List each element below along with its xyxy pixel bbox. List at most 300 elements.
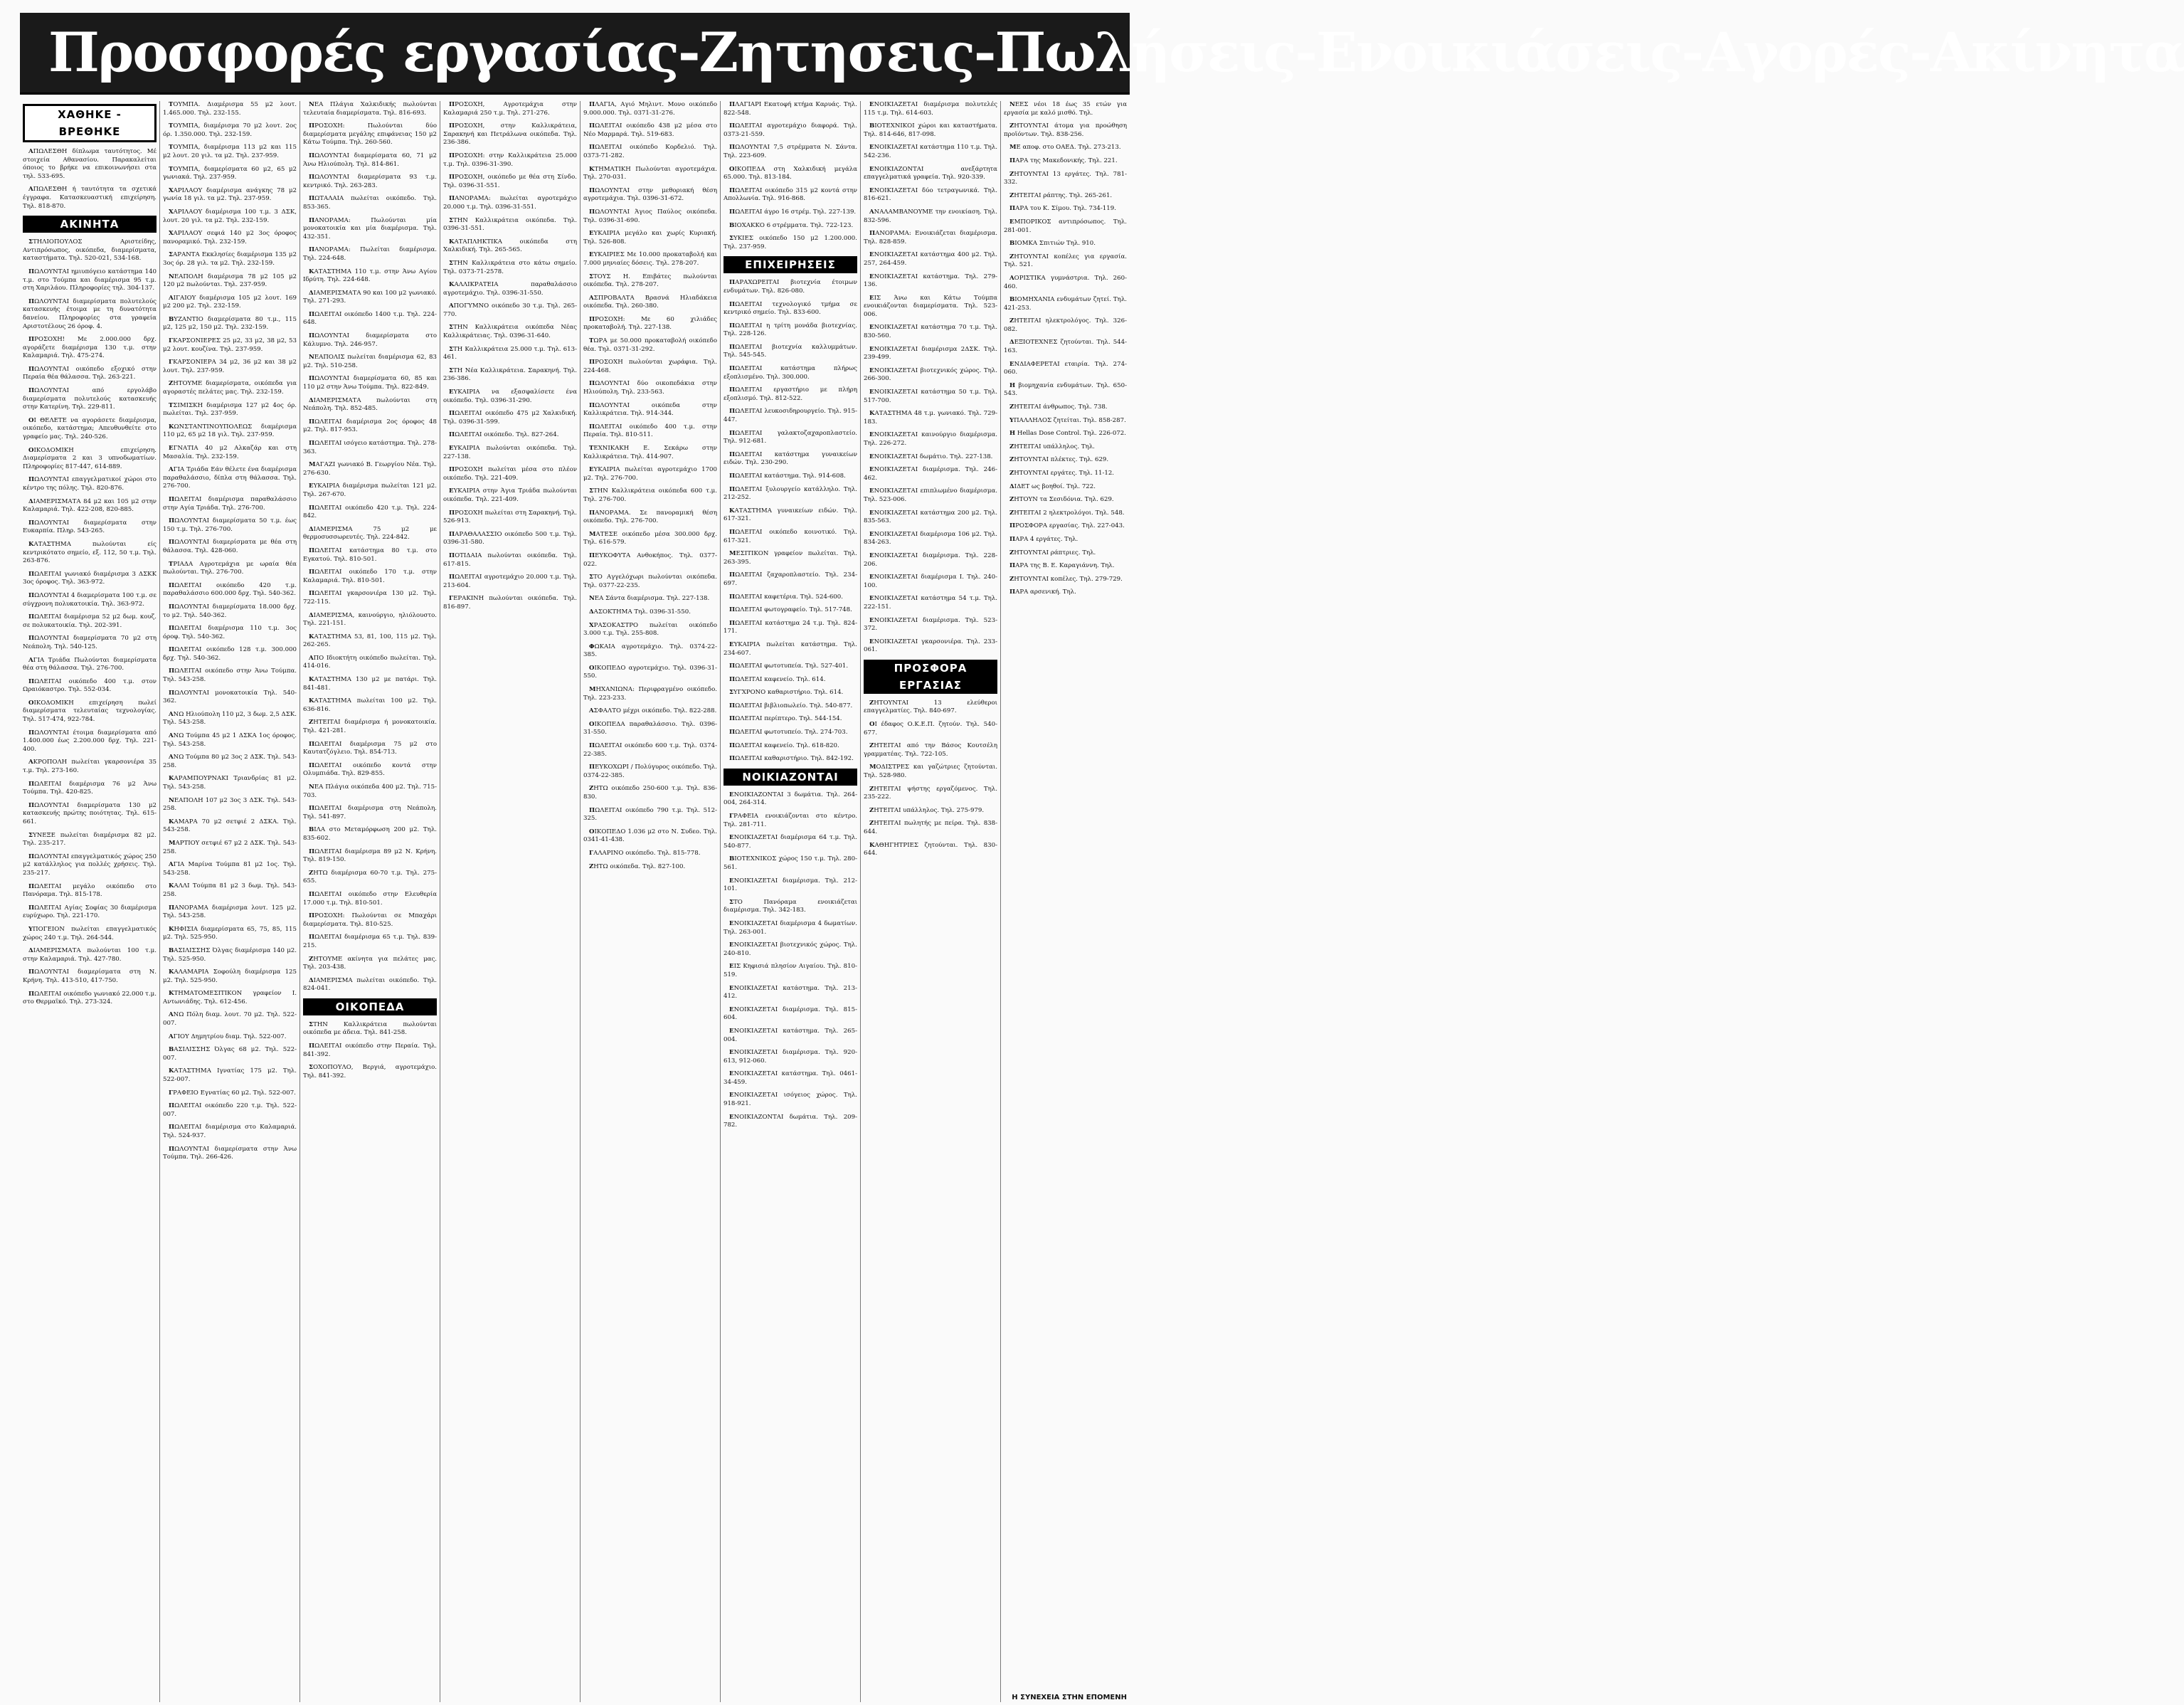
classified-ad: ΠΩΛΕΙΤΑΙ κατάστημα πλήρως εξοπλισμένο. Τηλ. 300.000. (723, 365, 857, 381)
classified-ad: ΠΡΟΣΟΧΗ: Πωλούνται σε Μπαχάρι διαμερίσματα. Τηλ. 810-525. (303, 912, 437, 928)
classified-ad: ΑΟΡΙΣΤΙΚΑ γυμνάστρια. Τηλ. 260-460. (1004, 274, 1127, 290)
classified-ad: ΠΩΛΟΥΝΤΑΙ διαμερίσματα στο Κάλυμνο. Τηλ. 246-957. (303, 332, 437, 348)
classified-ad: ΠΩΛΕΙΤΑΙ καφετέρια. Τηλ. 524-600. (729, 593, 843, 601)
classified-ad: ΖΗΤΟΥΜΕ ακίνητα για πελάτες μας. Τηλ. 203-438. (303, 955, 437, 971)
classified-ad: ΖΗΤΕΙΤΑΙ ράπτης. Τηλ. 265-261. (1009, 191, 1113, 199)
classified-ad: ΜΕΣΙΤΙΚΟΝ γραφείον πωλείται. Τηλ. 263-395. (723, 550, 857, 566)
classified-ad: ΠΩΛΕΙΤΑΙ γαλακτοζαχαροπλαστείο. Τηλ. 912-681. (723, 429, 857, 445)
classified-ad: ΝΕΑ Πλάγια Χαλκιδικής πωλούνται τελευταία διαμερίσματα. Τηλ. 816-693. (303, 101, 437, 117)
classified-ad: ΧΑΡΙΛΑΟΥ διαμέρισμα 100 τ.μ. 3 ΔΣΚ, λουτ. 20 γιλ. τα μ2. Τηλ. 232-159. (163, 208, 297, 224)
classified-ad: ΠΩΛΕΙΤΑΙ οικόπεδο κοινοτικό. Τηλ. 617-321. (723, 528, 857, 544)
classified-ad: ΑΓΙΑ Τριάδα Πωλούνται διαμερίσματα θέα στη θάλασσα. Τηλ. 276-700. (23, 656, 157, 672)
classified-ad: ΝΕΑ Πλάγια οικόπεδα 400 μ2. Τηλ. 715-703. (303, 783, 437, 799)
classified-ad: ΚΑΤΑΠΛΗΚΤΙΚΑ οικόπεδα στη Χαλκιδική. Τηλ. 265-565. (443, 238, 577, 254)
classified-ad: ΤΟΥΜΠΑ, διαμερίσματα 60 μ2, 65 μ2 γωνιακά. Τηλ. 237-959. (163, 165, 297, 181)
column-8 (1001, 101, 1130, 1702)
classified-ad: ΠΩΛΕΙΤΑΙ οικόπεδο 170 τ.μ. στην Καλαμαριά. Τηλ. 810-501. (303, 569, 437, 584)
column-8-list (1004, 101, 1127, 597)
lost-found-list (23, 148, 157, 211)
classified-ad: ΖΗΤΕΙΤΑΙ ηλεκτρολόγος. Τηλ. 326-082. (1004, 317, 1127, 333)
classified-ad: ΠΩΛΟΥΝΤΑΙ δύο οικοπεδάκια στην Ηλιούπολη. Τηλ. 233-563. (583, 380, 717, 396)
classified-ad: ΕΥΚΑΙΡΙΑ πωλείται κατάστημα. Τηλ. 234-607. (723, 640, 857, 657)
classified-ad: ΕΝΟΙΚΙΑΖΕΤΑΙ διαμέρισμα. Τηλ. 246-462. (864, 466, 997, 482)
classified-ad: ΣΤΗΝ Καλλικράτεια οικόπεδα. Τηλ. 0396-31-551. (443, 216, 577, 233)
classified-ad: ΕΝΟΙΚΙΑΖΕΤΑΙ δύο τετραγωνικά. Τηλ. 816-621. (864, 186, 997, 203)
classified-ad: ΕΝΟΙΚΙΑΖΕΤΑΙ διαμέρισμα Ι. Τηλ. 240-100. (864, 574, 997, 589)
classified-ad: ΠΩΛΟΥΝΤΑΙ 4 διαμερίσματα 100 τ.μ. σε σύγχρονη πολυκατοικία. Τηλ. 363-972. (23, 591, 157, 608)
classified-ad: ΚΤΗΜΑΤΙΚΗ Πωλούνται αγροτεμάχια. Τηλ. 270-031. (583, 165, 717, 181)
classified-ad: ΠΩΛΟΥΝΤΑΙ διαμερίσματα 70 μ2 στη Νεάπολη. Τηλ. 540-125. (23, 635, 157, 650)
classified-ad: ΚΑΘΗΓΗΤΡΙΕΣ ζητούνται. Τηλ. 830-644. (864, 841, 997, 857)
classified-ad: ΠΛΑΓΙΑΡΙ Εκατοφή κτήμα Καρυάς. Τηλ. 822-548. (723, 101, 857, 117)
classified-ad: ΕΝΟΙΚΙΑΖΕΤΑΙ κατάστημα 54 τ.μ. Τηλ. 222-151. (864, 595, 997, 611)
classified-ad: ΠΩΛΕΙΤΑΙ η τρίτη μονάδα βιοτεχνίας. Τηλ. 228-126. (723, 322, 857, 338)
classified-ad: ΣΤΗ Νέα Καλλικράτεια. Σαρακηνή. Τηλ. 236-386. (443, 366, 577, 383)
classified-ad: ΠΩΛΟΥΝΤΑΙ διαμερίσματα με θέα στη θάλασσα. Τηλ. 428-060. (163, 539, 297, 554)
classified-ad: ΖΗΤΕΙΤΑΙ άνθρωπος. Τηλ. 738. (1009, 403, 1108, 411)
classified-ad: ΕΝΟΙΚΙΑΖΕΤΑΙ κατάστημα 50 τ.μ. Τηλ. 517-700. (864, 389, 997, 404)
classified-ad: ΠΩΛΕΙΤΑΙ οικόπεδο 475 μ2 Χαλκιδική. Τηλ. 0396-31-599. (443, 410, 577, 426)
classified-ad: ΕΝΟΙΚΙΑΖΕΤΑΙ ισόγειος χώρος. Τηλ. 918-921. (723, 1092, 857, 1108)
classified-ad: ΕΝΟΙΚΙΑΖΕΤΑΙ κατάστημα 400 μ2. Τηλ. 257, 264-459. (864, 251, 997, 267)
classified-ad: ΠΩΛΕΙΤΑΙ οικόπεδο 790 τ.μ. Τηλ. 512-325. (583, 806, 717, 823)
classified-ad: ΦΩΚΑΙΑ αγροτεμάχιο. Τηλ. 0374-22-385. (583, 643, 717, 659)
section-rent-heading: ΝΟΙΚΙΑΖΟΝΤΑΙ (723, 769, 857, 786)
classified-ad: ΖΗΤΕΙΤΑΙ υπάλληλος. Τηλ. 275-979. (869, 806, 985, 814)
classified-ad: ΕΝΟΙΚΙΑΖΕΤΑΙ κατάστημα. Τηλ. 279-136. (864, 273, 997, 289)
classified-ad: ΖΗΤΟΥΜΕ διαμερίσματα, οικόπεδα για αγοραστές πελάτες μας. Τηλ. 232-159. (163, 380, 297, 396)
classified-ad: ΠΩΛΕΙΤΑΙ Αγίας Σοφίας 30 διαμέρισμα ευρύχωρο. Τηλ. 221-170. (23, 904, 157, 920)
classified-ad: ΕΝΟΙΚΙΑΖΕΤΑΙ διαμέρισμα 2ΔΣΚ. Τηλ. 239-499. (864, 345, 997, 361)
classified-ad: ΠΩΛΕΙΤΑΙ οικόπεδο. Τηλ. 827-264. (449, 431, 559, 439)
classified-ad: ΑΠΟ Ιδιοκτήτη οικόπεδο πωλείται. Τηλ. 414-016. (303, 654, 437, 670)
banner-title: Προσφορές εργασίας-Ζητησεις-Πωλήσεις-Ενοικιάσεις-Αγορές-Ακίνητα (48, 21, 2184, 84)
classified-ad: ΠΩΛΕΙΤΑΙ λευκοσιδηρουργείο. Τηλ. 915-447. (723, 408, 857, 424)
classified-ad: ΤΟΥΜΠΑ, διαμέρισμα 70 μ2 λουτ. 2ος όρ. 1.350.000. Τηλ. 232-159. (163, 122, 297, 138)
classified-ad: ΠΩΛΕΙΤΑΙ άγρο 16 στρέμ. Τηλ. 227-139. (729, 208, 857, 216)
classified-ad: ΓΡΑΦΕΙΟ Εγνατίας 60 μ2. Τηλ. 522-007. (169, 1089, 296, 1097)
classified-ad: ΖΗΤΕΙΤΑΙ από την Βάσος Κουτσέλη γραμματέας. Τηλ. 722-105. (864, 742, 997, 758)
classified-ad: ΠΩΛΕΙΤΑΙ οικόπεδο στην Ελευθερία 17.000 τ.μ. Τηλ. 810-501. (303, 890, 437, 907)
column-4-list (443, 101, 577, 612)
classified-ad: ΠΩΛΕΙΤΑΙ οικόπεδο 438 μ2 μέσα στο Νέο Μαρμαρά. Τηλ. 519-683. (583, 122, 717, 138)
column-3 (300, 101, 440, 1702)
classified-ad: ΠΡΟΣΟΧΗ πωλούνται χωράφια. Τηλ. 224-468. (583, 359, 717, 374)
classified-ad: ΠΩΛΕΙΤΑΙ μεγάλο οικόπεδο στο Πανόραμα. Τηλ. 815-178. (23, 882, 157, 899)
classified-ad: ΚΑΤΑΣΤΗΜΑ 48 τ.μ. γωνιακό. Τηλ. 729-183. (864, 410, 997, 426)
classified-ad: ΠΑΝΟΡΑΜΑ: Πωλείται διαμέρισμα. Τηλ. 224-648. (303, 246, 437, 262)
classified-ad: ΠΩΛΕΙΤΑΙ οικόπεδο 220 τ.μ. Τηλ. 522-007. (163, 1102, 297, 1118)
classified-ad: ΠΑΡΑΘΑΛΑΣΣΙΟ οικόπεδο 500 τ.μ. Τηλ. 0396-31-580. (443, 530, 577, 547)
classified-ad: ΖΗΤΩ οικόπεδο 250-600 τ.μ. Τηλ. 836-830. (583, 785, 717, 801)
classified-ad: ΠΩΛΕΙΤΑΙ ζαχαροπλαστείο. Τηλ. 234-697. (723, 571, 857, 587)
ad-columns (20, 101, 1130, 1702)
classified-ad: ΒΙΟΜΚΑ Σπιτιών Τηλ. 910. (1009, 240, 1096, 248)
classified-ad: ΠΩΛΕΙΤΑΙ οικόπεδο στην Περαία. Τηλ. 841-392. (303, 1042, 437, 1058)
classified-ad: ΠΡΟΣΟΧΗ: Με 60 χιλιάδες προκαταβολή. Τηλ. 227-138. (583, 315, 717, 332)
classified-ad: ΖΗΤΟΥΝΤΑΙ 13 ελεύθεροι επαγγελματίες. Τηλ. 840-697. (864, 699, 997, 715)
classified-ad: ΟΙ έδαφος Ο.Κ.Ε.Π. ζητούν. Τηλ. 540-677. (864, 721, 997, 737)
classified-ad: ΑΓΙΟΥ Δημητρίου διαμ. Τηλ. 522-007. (169, 1033, 287, 1040)
classified-ad: ΖΗΤΟΥΝΤΑΙ ράπτριες. Τηλ. (1009, 549, 1096, 556)
classified-ad: ΧΑΡΙΛΑΟΥ διαμέρισμα ανάγκης 78 μ2 γωνία 18 γιλ. τα μ2. Τηλ. 237-959. (163, 186, 297, 203)
classified-ad: ΣΤΟΥΣ Η. Επιβάτες πωλούνται οικόπεδα. Τηλ. 278-207. (583, 273, 717, 289)
classified-ad: ΖΗΤΕΙΤΑΙ ψήστης εργαζόμενος. Τηλ. 235-222. (864, 785, 997, 801)
classified-ad: ΕΝΟΙΚΙΑΖΕΤΑΙ διαμέρισμα. Τηλ. 920-613, 912-060. (723, 1049, 857, 1065)
classified-ad: ΠΡΟΣΟΧΗ, Αγροτεμάχια στην Καλαμαριά 250 τ.μ. Τηλ. 271-276. (443, 101, 577, 117)
business-list (723, 279, 857, 764)
classified-ad: ΕΝΟΙΚΙΑΖΕΤΑΙ κατάστημα 70 τ.μ. Τηλ. 830-560. (864, 324, 997, 340)
classified-ad: ΚΑΤΑΣΤΗΜΑ γυναικείων ειδών. Τηλ. 617-321. (723, 507, 857, 523)
classified-ad: ΑΚΡΟΠΟΛΗ πωλείται γκαρσονιέρα 35 τ.μ. Τηλ. 273-160. (23, 759, 157, 775)
classified-ad: ΠΑΝΟΡΑΜΑ διαμέρισμα λουτ. 125 μ2. Τηλ. 543-258. (163, 904, 297, 920)
column-6 (721, 101, 861, 1702)
classified-ad: ΠΑΝΟΡΑΜΑ: Πωλούνται μία μονοκατοικία και μία διαμέρισμα. Τηλ. 432-351. (303, 216, 437, 241)
classified-ad: ΠΡΟΣΟΧΗ: Πωλούνται δύο διαμερίσματα μεγάλης επιφάνειας 150 μ2 Κάτω Τούμπα. Τηλ. 260-560. (303, 122, 437, 147)
classified-ad: ΟΙ ΘΕΛΕΤΕ να αγοράσετε διαμέρισμα, οικόπεδο, κατάστημα; Απευθυνθείτε στο γραφείο μας. Τηλ. 240-526. (23, 416, 157, 441)
classified-ad: ΠΩΛΕΙΤΑΙ οικόπεδο 420 τ.μ. παραθαλάσσιο 600.000 δρχ. Τηλ. 540-362. (163, 581, 297, 598)
classified-ad: ΕΝΟΙΚΙΑΖΟΝΤΑΙ δωμάτια. Τηλ. 209-782. (723, 1113, 857, 1129)
classified-ad: ΠΩΛΟΥΝΤΑΙ διαμερίσματα 93 τ.μ. κεντρικό. Τηλ. 263-283. (303, 174, 437, 189)
classified-ad: ΠΩΛΕΙΤΑΙ διαμέρισμα 89 μ2 Ν. Κρήνη. Τηλ. 819-150. (303, 848, 437, 864)
classified-ad: ΕΝΟΙΚΙΑΖΕΤΑΙ κατάστημα 200 μ2. Τηλ. 835-563. (864, 509, 997, 525)
column-3-list (303, 101, 437, 993)
column-2 (160, 101, 300, 1702)
classified-ad: ΖΗΤΩ οικόπεδα. Τηλ. 827-100. (589, 862, 686, 870)
classified-ad: ΠΩΛΕΙΤΑΙ περίπτερο. Τηλ. 544-154. (729, 715, 842, 723)
classified-ad: ΜΑΤΕΣΕ οικόπεδο μέσα 300.000 δρχ. Τηλ. 616-579. (583, 530, 717, 547)
classified-ad: ΕΓΝΑΤΙΑ 40 μ2 Αλκαζάρ και στη Μασαλία. Τηλ. 232-159. (163, 445, 297, 460)
classified-ad: ΕΥΚΑΙΡΙΑ διαμέρισμα πωλείται 121 μ2. Τηλ. 267-670. (303, 482, 437, 498)
classified-ad: ΖΗΤΕΙΤΑΙ διαμέρισμα ή μονοκατοικία. Τηλ. 421-281. (303, 719, 437, 735)
classified-ad: ΑΝΩ Τούμπα 45 μ2 1 ΔΣΚΑ 1ος όροφος. Τηλ. 543-258. (163, 732, 297, 748)
classified-ad: ΖΗΤΟΥΝΤΑΙ εργάτες. Τηλ. 11-12. (1009, 470, 1115, 477)
column-2-list (163, 101, 297, 1162)
classified-ad: ΠΑΡΑΧΩΡΕΙΤΑΙ βιοτεχνία έτοιμων ενδυμάτων. Τηλ. 826-080. (723, 279, 857, 295)
classified-ad: ΠΩΛΕΙΤΑΙ εργαστήριο με πλήρη εξοπλισμό. Τηλ. 812-522. (723, 386, 857, 402)
classified-ad: ΠΩΛΟΥΝΤΑΙ διαμερίσματα πολυτελούς κατασκευής έτοιμα με τη δυνατότητα δανείου. Πληροφορίες στα γραφεία Αριστοτέλους 26 όροφ. 4. (23, 297, 157, 330)
classified-ad: ΠΩΛΕΙΤΑΙ ξυλουργείο κατάλληλο. Τηλ. 212-252. (723, 485, 857, 502)
job-offer-list (864, 700, 997, 858)
classified-ad: ΠΡΟΣΟΧΗ, οικόπεδο με θέα στη Σίνδο. Τηλ. 0396-31-551. (443, 174, 577, 189)
classified-ad: ΕΜΠΟΡΙΚΟΣ αντιπρόσωπος. Τηλ. 281-001. (1004, 218, 1127, 234)
classified-ad: ΠΩΛΕΙΤΑΙ οικόπεδο Κορδελιό. Τηλ. 0373-71-282. (583, 144, 717, 159)
classified-ad: ΠΩΛΟΥΝΤΑΙ διαμερίσματα στην Ευκαρπία. Πληρ. 543-265. (23, 519, 157, 535)
classified-ad: ΒΙΟΤΕΧΝΙΚΟΣ χώρος 150 τ.μ. Τηλ. 280-561. (723, 855, 857, 871)
classified-ad: ΖΗΤΩ διαμέρισμα 60-70 τ.μ. Τηλ. 275-655. (303, 869, 437, 885)
classified-ad: ΖΗΤΕΙΤΑΙ πωλητής με πείρα. Τηλ. 838-644. (864, 820, 997, 835)
classified-ad: ΕΝΟΙΚΙΑΖΕΤΑΙ διαμέρισμα 64 τ.μ. Τηλ. 540-877. (723, 834, 857, 850)
classified-ad: ΠΩΛΕΙΤΑΙ οικόπεδο 420 τ.μ. Τηλ. 224-842. (303, 504, 437, 520)
classified-ad: ΓΡΑΦΕΙΑ ενοικιάζονται στο κέντρο. Τηλ. 281-711. (723, 813, 857, 828)
classified-ad: ΟΙΚΟΔΟΜΙΚΗ επιχείρηση πωλεί διαμερίσματα τελευταίας τεχνολογίας. Τηλ. 517-474, 922-784. (23, 699, 157, 724)
classified-ad: ΑΙΓΑΙΟΥ διαμέρισμα 105 μ2 λουτ. 169 μ2 200 μ2. Τηλ. 232-159. (163, 294, 297, 310)
classified-ad: ΠΩΛΕΙΤΑΙ κατάστημα. Τηλ. 914-608. (729, 473, 846, 480)
classified-ad: ΓΚΑΡΣΟΝΙΕΡΕΣ 25 μ2, 33 μ2, 38 μ2, 53 μ2 λουτ. κουζίνα. Τηλ. 237-959. (163, 337, 297, 353)
classified-ad: ΚΤΗΜΑΤΟΜΕΣΙΤΙΚΟΝ γραφείον Ι. Αντωνιάδης. Τηλ. 612-456. (163, 990, 297, 1005)
classified-ad: ΒΙΟΧΑΚΚΟ 6 στρέμματα. Τηλ. 722-123. (729, 221, 854, 229)
classified-ad: ΠΩΛΕΙΤΑΙ βιβλιοπωλείο. Τηλ. 540-877. (729, 702, 853, 709)
classified-ad: ΠΩΛΟΥΝΤΑΙ Άγιος Παύλος οικόπεδα. Τηλ. 0396-31-690. (583, 208, 717, 224)
classified-ad: ΠΩΛΕΙΤΑΙ διαμέρισμα 76 μ2 Άνω Τούμπα. Τηλ. 420-825. (23, 780, 157, 796)
classified-ad: ΚΑΜΑΡΑ 70 μ2 σετφιέ 2 ΔΣΚΑ. Τηλ. 543-258. (163, 818, 297, 834)
classified-ad: ΓΕΡΑΚΙΝΗ πωλούνται οικόπεδα. Τηλ. 816-897. (443, 595, 577, 611)
classified-ad: Η βιομηχανία ενδυμάτων. Τηλ. 650-543. (1004, 381, 1127, 398)
classified-ad: ΠΩΛΕΙΤΑΙ αγροτεμάχιο 20.000 τ.μ. Τηλ. 213-604. (443, 574, 577, 589)
column-4 (440, 101, 581, 1702)
classified-ad: ΕΝΟΙΚΙΑΖΟΝΤΑΙ 3 δωμάτια. Τηλ. 264-004, 264-314. (723, 791, 857, 807)
classified-ad: ΝΕΕΣ νέοι 18 έως 35 ετών για εργασία με καλό μισθό. Τηλ. (1004, 101, 1127, 117)
classified-ad: ΓΑΛΑΡΙΝΟ οικόπεδο. Τηλ. 815-778. (589, 849, 701, 857)
classified-ad: ΧΑΡΙΛΑΟΥ σεφιά 140 μ2 3ος όροφος πανοραμικό. Τηλ. 232-159. (163, 230, 297, 246)
classified-ad: ΕΝΟΙΚΙΑΖΕΤΑΙ διαμέρισμα 106 μ2. Τηλ. 834-263. (864, 530, 997, 547)
classified-ad: ΕΝΟΙΚΙΑΖΕΤΑΙ διαμέρισμα. Τηλ. 228-206. (864, 551, 997, 568)
classified-ad: ΠΩΛΟΥΝΤΑΙ διαμερίσματα 18.000 δρχ. το μ2. Τηλ. 540-362. (163, 603, 297, 619)
classified-ad: ΑΣΦΑΛΤΟ μέχρι οικόπεδο. Τηλ. 822-288. (589, 707, 717, 715)
classified-ad: ΠΡΟΣΟΧΗ πωλείται μέσα στο πλέον οικόπεδο. Τηλ. 221-409. (443, 466, 577, 482)
classified-ad: ΚΑΛΑΜΑΡΙΑ Σοφούλη διαμέρισμα 125 μ2. Τηλ. 525-950. (163, 968, 297, 984)
classified-ad: ΠΩΛΟΥΝΤΑΙ 7,5 στρέμματα Ν. Σάντα. Τηλ. 223-609. (723, 144, 857, 159)
classified-ad: ΕΝΟΙΚΙΑΖΕΤΑΙ βιοτεχνικός χώρος. Τηλ. 266-300. (864, 366, 997, 383)
classified-ad: ΠΩΛΕΙΤΑΙ διαμέρισμα 65 τ.μ. Τηλ. 839-215. (303, 934, 437, 949)
classified-ad: ΕΥΚΑΙΡΙΕΣ Με 10.000 προκαταβολή και 7.000 μηνιαίες δόσεις. Τηλ. 278-207. (583, 251, 717, 267)
classified-ad: ΠΩΛΕΙΤΑΙ διαμέρισμα 52 μ2 δωμ. κουζ. σε πολυκατοικία. Τηλ. 202-391. (23, 613, 157, 629)
classified-ad: ΖΗΤΟΥΝ τα Σεσιδόνια. Τηλ. 629. (1009, 496, 1114, 504)
classified-ad: ΠΩΛΕΙΤΑΙ κατάστημα γυναικείων ειδών. Τηλ. 230-290. (723, 450, 857, 467)
classified-ad: ΠΩΛΟΥΝΤΑΙ επαγγελματικός χώρος 250 μ2 κατάλληλος για πολλές χρήσεις. Τηλ. 235-217. (23, 852, 157, 877)
classified-ad: ΖΗΤΟΥΝΤΑΙ άτομα για προώθηση προϊόντων. Τηλ. 838-256. (1004, 122, 1127, 138)
classified-ad: ΜΟΔΙΣΤΡΕΣ και γαζώτριες ζητούνται. Τηλ. 528-980. (864, 764, 997, 780)
classified-ad: ΖΗΤΟΥΝΤΑΙ πλέκτες. Τηλ. 629. (1009, 456, 1109, 464)
column-5-list (583, 101, 717, 871)
classified-ad: ΠΩΛΕΙΤΑΙ ισόγειο κατάστημα. Τηλ. 278-363. (303, 440, 437, 455)
classified-ad: ΠΟΤΙΔΑΙΑ πωλούνται οικόπεδα. Τηλ. 617-815. (443, 551, 577, 568)
classified-ad: ΠΩΛΕΙΤΑΙ γωνιακό διαμέρισμα 3 ΔΣΚΚ 3ος όροφος. Τηλ. 363-972. (23, 570, 157, 586)
classified-ad: ΟΙΚΟΠΕΔΑ παραθαλάσσιο. Τηλ. 0396-31-550. (583, 720, 717, 737)
classified-ad: ΔΙΑΜΕΡΙΣΜΑ 75 μ2 με θερμοσυσσωρευτές. Τηλ. 224-842. (303, 525, 437, 542)
classified-ad: ΠΑΡΑ της Μακεδονικής. Τηλ. 221. (1009, 157, 1118, 164)
classified-ad: ΤΟΥΜΠΑ, διαμέρισμα 113 μ2 και 115 μ2 λουτ. 20 γιλ. τα μ2. Τηλ. 237-959. (163, 144, 297, 159)
classified-ad: ΝΕΑΠΟΛΗ 107 μ2 3ος 3 ΔΣΚ. Τηλ. 543-258. (163, 796, 297, 813)
classified-ad: ΒΑΣΙΛΙΣΣΗΣ Όλγας 68 μ2. Τηλ. 522-007. (163, 1046, 297, 1062)
classified-ad: ΚΑΤΑΣΤΗΜΑ Ιγνατίας 175 μ2. Τηλ. 522-007. (163, 1067, 297, 1084)
column-7 (861, 101, 1001, 1702)
classified-ad: ΤΣΙΜΙΣΚΗ διαμέρισμα 127 μ2 4ος όρ. πωλείται. Τηλ. 237-959. (163, 401, 297, 418)
classifieds-banner (20, 13, 2184, 95)
classified-ad: ΠΑΡΑ του Κ. Σίμου. Τηλ. 734-119. (1009, 205, 1116, 213)
classified-ad: ΖΗΤΕΙΤΑΙ υπάλληλος. Τηλ. (1009, 443, 1095, 450)
classified-ad: ΠΩΛΕΙΤΑΙ βιοτεχνία καλλυμμάτων. Τηλ. 545-545. (723, 343, 857, 359)
classified-ad: ΚΩΝΣΤΑΝΤΙΝΟΥΠΟΛΕΩΣ διαμέρισμα 110 μ2, 65 μ2 18 γιλ. Τηλ. 237-959. (163, 423, 297, 439)
section-real-estate-heading: ΑΚΙΝΗΤΑ (23, 216, 157, 233)
rent-list (723, 791, 857, 1130)
classified-ad: ΚΑΛΛΙ Τούμπα 81 μ2 3 δωμ. Τηλ. 543-258. (163, 882, 297, 898)
classified-ad: ΣΑΡΑΝΤΑ Εκκλησίες διαμέρισμα 135 μ2 3ος όρ. 28 γιλ. τα μ2. Τηλ. 232-159. (163, 251, 297, 267)
classified-ad: ΕΝΟΙΚΙΑΖΕΤΑΙ κατάστημα. Τηλ. 265-004. (723, 1027, 857, 1043)
section-lost-found-heading: ΧΑΘΗΚΕ - ΒΡΕΘΗΚΕ (23, 104, 157, 142)
classified-ad: ΕΝΟΙΚΙΑΖΕΤΑΙ κατάστημα. Τηλ. 213-412. (723, 984, 857, 1001)
classified-ad: ΠΩΛΟΥΝΤΑΙ οικόπεδο εξοχικό στην Περαία θέα θάλασσα. Τηλ. 263-221. (23, 365, 157, 381)
classified-ad: ΠΛΑΓΙΑ, Αγιό Μηλιντ. Μονο οικόπεδο 9.000.000. Τηλ. 0371-31-276. (583, 101, 717, 117)
classified-ad: ΚΗΦΙΣΙΑ διαμερίσματα 65, 75, 85, 115 μ2. Τηλ. 525-950. (163, 925, 297, 941)
classified-ad: ΣΤΗΛΙΟΠΟΥΛΟΣ Αριστείδης, Αντιπρόσωπος, οικόπεδα, διαμερίσματα, καταστήματα. Τηλ. 520-021, 534-168. (23, 238, 157, 263)
classified-ad: ΔΙΑΜΕΡΙΣΜΑΤΑ 84 μ2 και 105 μ2 στην Καλαμαριά. Τηλ. 422-208, 820-885. (23, 497, 157, 514)
classified-ad: ΕΥΚΑΙΡΙΑ πωλείται αγροτεμάχιο 1700 μ2. Τηλ. 276-700. (583, 466, 717, 482)
classified-ad: ΠΩΛΕΙΤΑΙ καφενείο. Τηλ. 614. (729, 675, 826, 683)
classified-ad: ΒΙΟΜΗΧΑΝΙΑ ενδυμάτων ζητεί. Τηλ. 421-253. (1004, 296, 1127, 312)
classified-ad: ΠΡΟΣΦΟΡΑ εργασίας. Τηλ. 227-043. (1009, 522, 1125, 530)
classified-ad: ΕΙΣ Άνω και Κάτω Τούμπα ενοικιάζονται διαμερίσματα. Τηλ. 523-006. (864, 294, 997, 318)
classified-ad: ΔΙΔΕΤ ως βοηθοί. Τηλ. 722. (1009, 482, 1096, 490)
classified-ad: ΕΝΟΙΚΙΑΖΕΤΑΙ διαμέρισμα 4 δωματίων. Τηλ. 263-001. (723, 919, 857, 936)
classified-ad: ΚΑΤΑΣΤΗΜΑ 53, 81, 100, 115 μ2. Τηλ. 262-265. (303, 633, 437, 649)
classified-ad: ΟΙΚΟΠΕΔΟ αγροτεμάχιο. Τηλ. 0396-31-550. (583, 664, 717, 680)
classified-ad: ΠΩΛΕΙΤΑΙ τεχνολογικό τμήμα σε κεντρικό σημείο. Τηλ. 833-600. (723, 300, 857, 317)
classified-ad: ΕΝΟΙΚΙΑΖΕΤΑΙ διαμέρισμα. Τηλ. 212-101. (723, 877, 857, 893)
classified-ad: ΣΟΧΟΠΟΥΛΟ, Βεργιά, αγροτεμάχιο. Τηλ. 841-392. (303, 1064, 437, 1080)
classified-ad: ΠΩΛΕΙΤΑΙ οικόπεδο γωνιακό 22.000 τ.μ. στο Θερμαϊκό. Τηλ. 273-324. (23, 990, 157, 1006)
classified-ad: ΕΝΟΙΚΙΑΖΕΤΑΙ διαμέρισμα. Τηλ. 523-372. (864, 616, 997, 633)
classified-ad: ΕΙΣ Κηφισιά πλησίον Αιγαίου. Τηλ. 810-519. (723, 963, 857, 978)
column-6-list (723, 101, 857, 251)
classified-ad: ΚΑΡΑΜΠΟΥΡΝΑΚΙ Τριανδρίας 81 μ2. Τηλ. 543-258. (163, 775, 297, 791)
section-plots-heading: ΟΙΚΟΠΕΔΑ (303, 998, 437, 1015)
classified-ad: ΓΚΑΡΣΟΝΙΕΡΑ 34 μ2, 36 μ2 και 38 μ2 λουτ. Τηλ. 237-959. (163, 359, 297, 374)
classified-ad: ΥΠΟΓΕΙΟΝ πωλείται επαγγελματικός χώρος 240 τ.μ. Τηλ. 264-544. (23, 925, 157, 941)
classified-ad: ΕΝΟΙΚΙΑΖΕΤΑΙ κατάστημα. Τηλ. 0461-34-459. (723, 1070, 857, 1086)
classified-ad: ΝΕΑΠΟΛΗ διαμέρισμα 78 μ2 105 μ2 120 μ2 πωλούνται. Τηλ. 237-959. (163, 273, 297, 289)
classified-ad: ΠΩΤΑΛΑΙΑ πωλείται οικόπεδο. Τηλ. 853-365. (303, 195, 437, 211)
classified-ad: ΠΑΝΟΡΑΜΑ: πωλείται αγροτεμάχιο 20.000 τ.μ. Τηλ. 0396-31-551. (443, 195, 577, 211)
classified-ad: ΠΩΛΕΙΤΑΙ διαμέρισμα 110 τ.μ. 3ος όροφ. Τηλ. 540-362. (163, 625, 297, 640)
classified-ad: ΠΡΟΣΟΧΗ, στην Καλλικράτεια, Σαρακηνή και Πετράλωνα οικόπεδα. Τηλ. 236-386. (443, 122, 577, 147)
classified-ad: ΠΩΛΕΙΤΑΙ αγροτεμάχιο διαφορά. Τηλ. 0373-21-559. (723, 122, 857, 138)
classified-ad: ΠΩΛΕΙΤΑΙ οικόπεδο 1400 τ.μ. Τηλ. 224-648. (303, 310, 437, 327)
classified-ad: ΠΩΛΟΥΝΤΑΙ διαμερίσματα στην Άνω Τούμπα. Τηλ. 266-426. (163, 1145, 297, 1161)
classified-ad: ΠΑΡΑ της Β. Ε. Καραγιάννη. Τηλ. (1009, 562, 1115, 570)
classified-ad: ΖΗΤΟΥΝΤΑΙ 13 εργάτες. Τηλ. 781-332. (1004, 170, 1127, 186)
column-1 (20, 101, 160, 1702)
classified-ad: ΠΩΛΕΙΤΑΙ οικόπεδο στην Άνω Τούμπα. Τηλ. 543-258. (163, 667, 297, 684)
classified-ad: ΠΩΛΕΙΤΑΙ οικόπεδο 400 τ.μ. στην Περαία. Τηλ. 810-511. (583, 423, 717, 439)
classified-ad: ΠΩΛΕΙΤΑΙ οικόπεδο 315 μ2 κοντά στην Απολλωνία. Τηλ. 916-868. (723, 186, 857, 203)
classified-ad: ΟΙΚΟΠΕΔΑ στη Χαλκιδική μεγάλα 65.000. Τηλ. 813-184. (723, 165, 857, 181)
classified-ad: ΕΝΔΙΑΦΕΡΕΤΑΙ εταιρία. Τηλ. 274-060. (1004, 360, 1127, 376)
classified-ad: ΒΙΛΑ στο Μεταμόρφωση 200 μ2. Τηλ. 835-602. (303, 826, 437, 842)
classified-ad: ΟΙΚΟΔΟΜΙΚΗ επιχείρηση. Διαμερίσματα 2 και 3 υπνοδωματίων. Πληροφορίες 817-447, 614-889. (23, 446, 157, 470)
real-estate-list (23, 238, 157, 1007)
classified-ad: ΠΩΛΕΙΤΑΙ οικόπεδο 128 τ.μ. 300.000 δρχ. Τηλ. 540-362. (163, 646, 297, 662)
classified-ad: ΠΩΛΕΙΤΑΙ καθαριστήριο. Τηλ. 842-192. (729, 755, 854, 763)
classified-ad: ΣΤΗΝ Καλλικράτεια πωλούνται οικόπεδα με άδεια. Τηλ. 841-258. (303, 1020, 437, 1037)
classified-ad: ΖΗΤΟΥΝΤΑΙ κοπέλες. Τηλ. 279-729. (1009, 575, 1123, 583)
classified-ad: ΣΤΗΝ Καλλικράτεια στο κάτω σημείο. Τηλ. 0373-71-2578. (443, 259, 577, 275)
classified-ad: ΣΤΗΝ Καλλικράτεια οικόπεδα Νέας Καλλικράτειας. Τηλ. 0396-31-640. (443, 324, 577, 340)
classified-ad: ΑΠΟΓΥΜΝΟ οικόπεδο 30 τ.μ. Τηλ. 265-770. (443, 302, 577, 318)
classified-ad: ΜΗΧΑΝΙΩΝΑ: Περιφραγμένο οικόπεδο. Τηλ. 223-233. (583, 686, 717, 702)
classified-ad: ΠΩΛΕΙΤΑΙ κατάστημα 80 τ.μ. στο Εγκατού. Τηλ. 810-501. (303, 547, 437, 563)
classified-ad: ΠΩΛΟΥΝΤΑΙ επαγγελματικοί χώροι στο κέντρο της πόλης. Τηλ. 820-876. (23, 476, 157, 492)
classified-ad: ΑΓΙΑ Μαρίνα Τούμπα 81 μ2 1ος. Τηλ. 543-258. (163, 861, 297, 877)
classified-ad: ΚΑΛΛΙΚΡΑΤΕΙΑ παραθαλάσσιο αγροτεμάχιο. Τηλ. 0396-31-550. (443, 281, 577, 297)
classified-ad: ΠΩΛΕΙΤΑΙ διαμέρισμα 2ος όροφος 48 μ2. Τηλ. 817-953. (303, 418, 437, 434)
classified-ad: ΠΩΛΟΥΝΤΑΙ διαμερίσματα στη Ν. Κρήνη. Τηλ. 413-510, 417-750. (23, 968, 157, 984)
classified-ad: ΠΩΛΟΥΝΤΑΙ μονοκατοικία Τηλ. 540-362. (163, 689, 297, 705)
classified-ad: ΖΗΤΟΥΝΤΑΙ κοπέλες για εργασία. Τηλ. 521. (1004, 253, 1127, 269)
classified-ad: ΕΥΚΑΙΡΙΑ μεγάλο και χωρίς Κυριακή. Τηλ. 526-808. (583, 230, 717, 246)
continued-note: Η ΣΥΝΕΧΕΙΑ ΣΤΗΝ ΕΠΟΜΕΝΗ (1012, 1694, 1127, 1702)
classified-ad: ΜΑΓΑΖΙ γωνιακό Β. Γεωργίου Νέα. Τηλ. 276-630. (303, 461, 437, 477)
classified-ad: ΠΩΛΕΙΤΑΙ διαμέρισμα παραθαλάσσιο στην Αγία Τριάδα. Τηλ. 276-700. (163, 495, 297, 512)
classified-ad: ΠΩΛΟΥΝΤΑΙ ημιυπόγειο κατάστημα 140 τ.μ. στο Τούμπα και διαμέρισμα 95 τ.μ. στη Χαριλάου. Πληροφορίες τηλ. 304-137. (23, 268, 157, 292)
classified-ad: ΠΩΛΕΙΤΑΙ φωτοτυπείο. Τηλ. 274-703. (729, 729, 848, 737)
classified-ad: ΠΩΛΕΙΤΑΙ γκαρσονιέρα 130 μ2. Τηλ. 722-115. (303, 590, 437, 606)
classified-ad: ΑΝΩ Ηλιούπολη 110 μ2, 3 δωμ. 2,5 ΔΣΚ. Τηλ. 543-258. (163, 710, 297, 727)
classified-ad: ΥΠΑΛΛΗΛΟΣ ζητείται. Τηλ. 858-287. (1009, 416, 1126, 424)
classified-ad: ΖΗΤΕΙΤΑΙ 2 ηλεκτρολόγοι. Τηλ. 548. (1009, 509, 1125, 517)
classified-ad: ΣΥΝΕΞΕ πωλείται διαμέρισμα 82 μ2. Τηλ. 235-217. (23, 831, 157, 848)
classified-ad: ΔΕΞΙΟΤΕΧΝΕΣ ζητούνται. Τηλ. 544-163. (1004, 339, 1127, 355)
classified-ad: ΑΝΑΛΑΜΒΑΝΟΥΜΕ την ενοικίαση. Τηλ. 832-596. (864, 208, 997, 224)
classified-ad: ΠΩΛΕΙΤΑΙ κατάστημα 24 τ.μ. Τηλ. 824-171. (723, 619, 857, 635)
classified-ad: ΠΩΛΟΥΝΤΑΙ οικόπεδα στην Καλλικράτεια. Τηλ. 914-344. (583, 401, 717, 418)
classified-ad: ΠΩΛΟΥΝΤΑΙ στην μεθοριακή θέση αγροτεμάχια. Τηλ. 0396-31-672. (583, 186, 717, 203)
classified-ad: ΚΑΤΑΣΤΗΜΑ 130 μ2 με πατάρι. Τηλ. 841-481. (303, 676, 437, 692)
classified-ad: ΠΑΝΟΡΑΜΑ. Σε πανοραμική θέση οικόπεδο. Τηλ. 276-700. (583, 509, 717, 525)
classified-ad: ΤΩΡΑ με 50.000 προκαταβολή οικόπεδο θέα. Τηλ. 0371-31-292. (583, 337, 717, 353)
column-7-list (864, 101, 997, 655)
classified-ad: ΣΤΟ Πανόραμα ενοικιάζεται διαμέρισμα. Τηλ. 342-183. (723, 898, 857, 914)
classified-ad: ΠΩΛΟΥΝΤΑΙ διαμερίσματα 130 μ2 κατασκευής πρώτης ποιότητας. Τηλ. 615-661. (23, 801, 157, 825)
classified-ad: ΣΤΗ Καλλικράτεια 25.000 τ.μ. Τηλ. 613-461. (443, 345, 577, 361)
classified-ad: ΕΝΟΙΚΙΑΖΕΤΑΙ βιοτεχνικός χώρος. Τηλ. 240-810. (723, 941, 857, 957)
classified-ad: ΔΙΑΜΕΡΙΣΜΑΤΑ 90 και 100 μ2 γωνιακό. Τηλ. 271-293. (303, 289, 437, 305)
classified-ad: ΜΑΡΤΙΟΥ σετφιέ 67 μ2 2 ΔΣΚ. Τηλ. 543-258. (163, 839, 297, 855)
classified-ad: ΔΙΑΜΕΡΙΣΜΑ, καινούργιο, ηλιόλουστο. Τηλ. 221-151. (303, 611, 437, 628)
classified-ad: ΠΑΡΑ αρσενική. Τηλ. (1009, 588, 1076, 596)
classified-ad: ΔΙΑΜΕΡΙΣΜΑ πωλείται οικόπεδο. Τηλ. 824-041. (303, 976, 437, 993)
classified-ad: ΑΣΠΡΟΒΑΛΤΑ Βρασνά Ηλιαδάκεια οικόπεδα. Τηλ. 260-380. (583, 294, 717, 310)
classified-ad: ΑΝΩ Πόλη διαμ. λουτ. 70 μ2. Τηλ. 522-007. (163, 1011, 297, 1028)
classified-ad: ΤΕΧΝΙΚΑΚΗ Ε. Σεκάρω στην Καλλικράτεια. Τηλ. 414-907. (583, 445, 717, 460)
classified-ad: ΠΩΛΕΙΤΑΙ φωτογραφείο. Τηλ. 517-748. (729, 606, 852, 614)
classified-ad: Η Hellas Dose Control. Τηλ. 226-072. (1009, 430, 1126, 438)
classified-ad: ΧΡΑΣΟΚΑΣΤΡΟ πωλείται οικόπεδο 3.000 τ.μ. Τηλ. 255-808. (583, 621, 717, 638)
classified-ad: ΑΠΩΛΕΣΘΗ ή ταυτότητα τα σχετικά έγγραφα. Κατασκευαστική επιχείρηση. Τηλ. 818-870. (23, 186, 157, 210)
classified-ad: ΜΕ αποφ. στο ΟΑΕΔ. Τηλ. 273-213. (1009, 144, 1121, 152)
classified-ad: ΚΑΤΑΣΤΗΜΑ πωλούνται είς κεντρικότατο σημείο, εξ. 112, 50 τ.μ. Τηλ. 263-876. (23, 540, 157, 565)
classified-ad: ΣΤΗΝ Καλλικράτεια οικόπεδα 600 τ.μ. Τηλ. 276-700. (583, 487, 717, 503)
classified-ad: ΠΕΥΚΟΦΥΤΑ Ανθοκήπος. Τηλ. 0377-022. (583, 551, 717, 568)
classified-ad: ΠΑΝΟΡΑΜΑ: Ενοικιάζεται διαμέρισμα. Τηλ. 828-859. (864, 230, 997, 246)
classified-ad: ΕΝΟΙΚΙΑΖΕΤΑΙ δωμάτιο. Τηλ. 227-138. (869, 453, 993, 460)
classified-ad: ΕΥΚΑΙΡΙΑ πωλούνται οικόπεδα. Τηλ. 227-138. (443, 445, 577, 460)
classified-ad: ΑΝΩ Τούμπα 80 μ2 3ος 2 ΔΣΚ. Τηλ. 543-258. (163, 754, 297, 769)
classified-ad: ΑΠΩΛΕΣΘΗ δίπλωμα ταυτότητος. Μέ στοιχεία Αθανασίου. Παρακαλείται όποιος το βρήκε να επικοινωνήσει στα τηλ. 533-695. (23, 148, 157, 180)
classified-ad: ΚΑΤΑΣΤΗΜΑ 110 τ.μ. στην Άνω Αγίου Ιδρύτη. Τηλ. 224-648. (303, 268, 437, 284)
classified-ad: ΕΥΚΑΙΡΙΑ να εξασφαλίσετε ένα οικόπεδο. Τηλ. 0396-31-290. (443, 389, 577, 404)
classified-ad: ΣΥΚΙΕΣ οικόπεδο 150 μ2 1.200.000. Τηλ. 237-959. (723, 235, 857, 250)
plots-list (303, 1021, 437, 1081)
classified-ad: ΠΡΟΣΟΧΗ: στην Καλλικράτεια 25.000 τ.μ. Τηλ. 0396-31-390. (443, 152, 577, 168)
classified-ad: ΕΝΟΙΚΙΑΖΕΤΑΙ καινούργιο διαμέρισμα. Τηλ. 226-272. (864, 431, 997, 447)
classified-ad: ΠΩΛΟΥΝΤΑΙ διαμερίσματα 50 τ.μ. έως 150 τ.μ. Τηλ. 276-700. (163, 517, 297, 533)
classified-ad: ΠΩΛΟΥΝΤΑΙ διαμερίσματα 60, 71 μ2 Άνω Ηλιούπολη. Τηλ. 814-861. (303, 152, 437, 168)
classified-ad: ΠΩΛΕΙΤΑΙ οικόπεδο 400 τ.μ. στον Ωραιόκαστρο. Τηλ. 552-034. (23, 677, 157, 694)
classified-ad: ΠΩΛΕΙΤΑΙ φωτοτυπεία. Τηλ. 527-401. (729, 663, 849, 670)
classified-ad: ΠΕΥΚΟΧΩΡΙ / Πολύγυρος οικόπεδο. Τηλ. 0374-22-385. (583, 764, 717, 779)
classified-ad: ΠΩΛΕΙΤΑΙ διαμέρισμα 75 μ2 στο Καυτατζόγλειο. Τηλ. 854-713. (303, 740, 437, 756)
